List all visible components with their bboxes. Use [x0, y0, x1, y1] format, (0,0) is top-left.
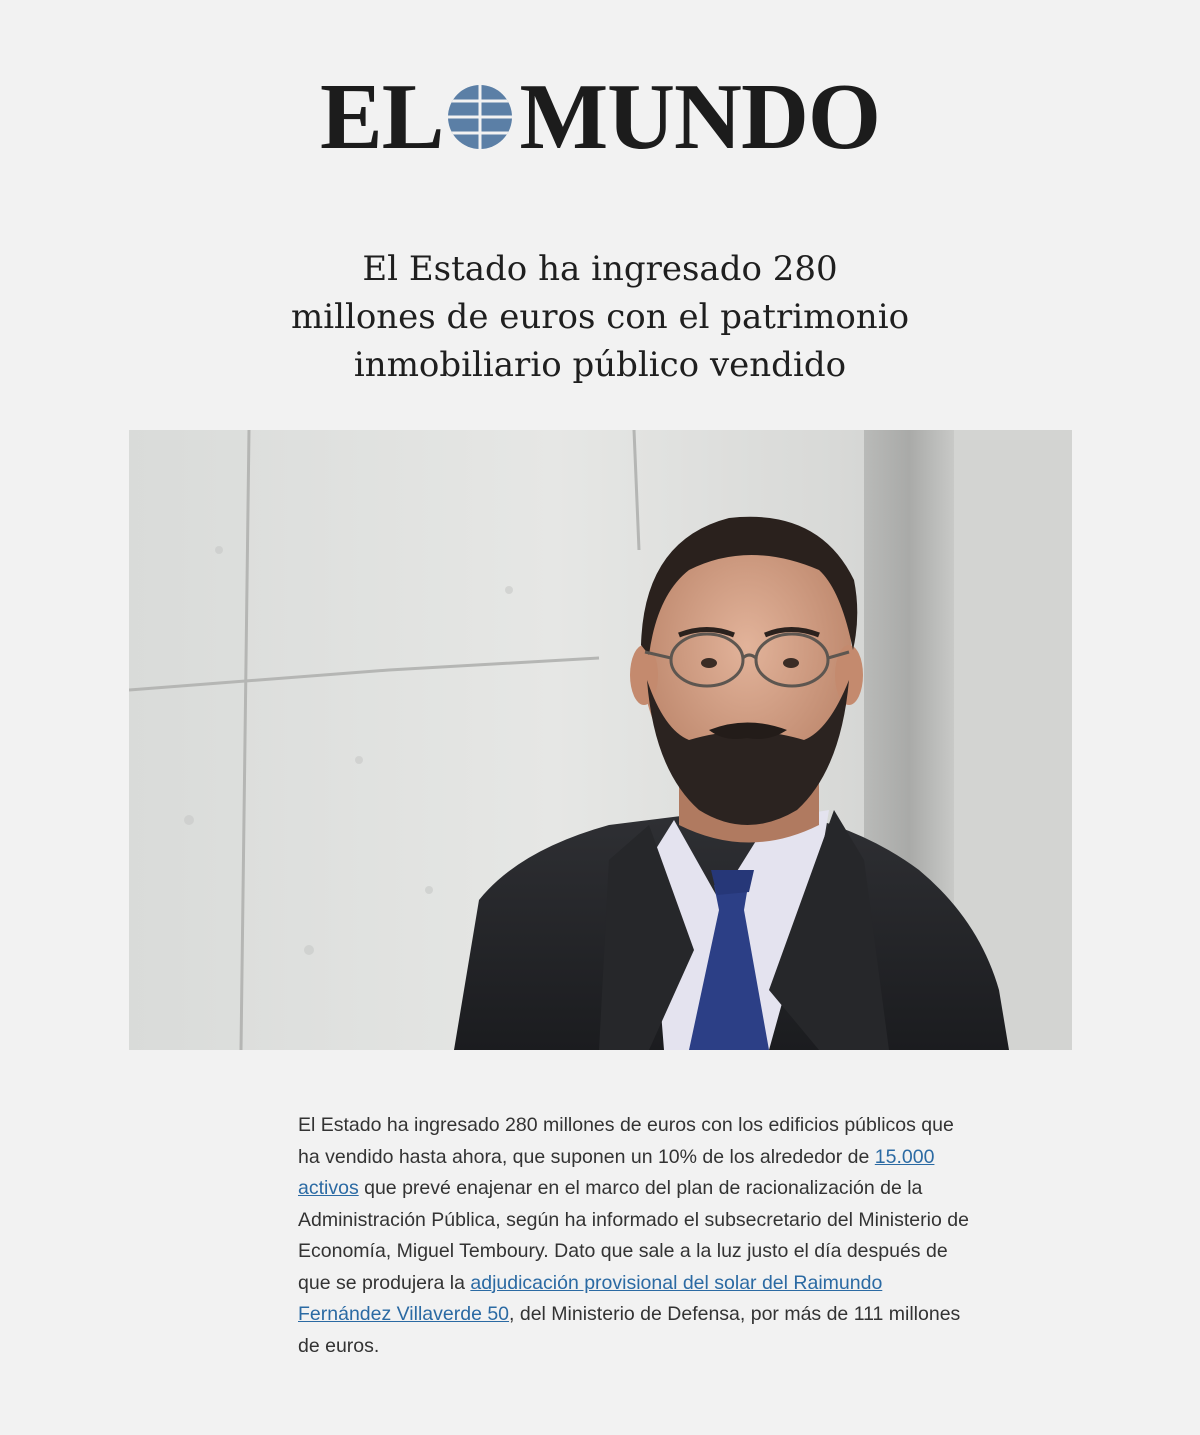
article-paragraph: [298, 1110, 978, 1362]
logo-text-el: EL: [320, 65, 444, 169]
article-body: [298, 1110, 978, 1362]
headline-line-3: inmobiliario público vendido: [353, 345, 847, 385]
article-text-part-1: El Estado ha ingresado 280 millones de euros con los edificios públicos que ha vendido hasta ahora, que suponen un 10% de los alrededor de: [298, 1114, 954, 1168]
adjudicacion-link[interactable]: adjudicación provisional del solar del Raimundo Fernández Villaverde 50: [298, 1271, 883, 1325]
activos-link[interactable]: 15.000 activos: [298, 1145, 935, 1199]
globe-icon: [447, 84, 513, 150]
headline-line-2: millones de euros con el patrimonio: [290, 297, 910, 337]
article-photo: [129, 430, 1072, 1050]
headline: [0, 245, 1200, 389]
el-mundo-logo[interactable]: [320, 65, 880, 169]
article-text-part-3: , del Ministerio de Defensa, por más de 111 millones de euros.: [298, 1303, 961, 1357]
article-text-part-2: que prevé enajenar en el marco del plan de racionalización de la Administración Pública, según ha informado el subsecretario del Ministerio de Economía, Miguel Temboury. Dato que sale a la luz justo el día después de que se produjera la: [298, 1177, 969, 1294]
portrait-photo: [129, 430, 1072, 1050]
masthead: [0, 65, 1200, 169]
headline-line-1: El Estado ha ingresado 280: [362, 249, 838, 289]
logo-text-mundo: MUNDO: [519, 65, 880, 169]
